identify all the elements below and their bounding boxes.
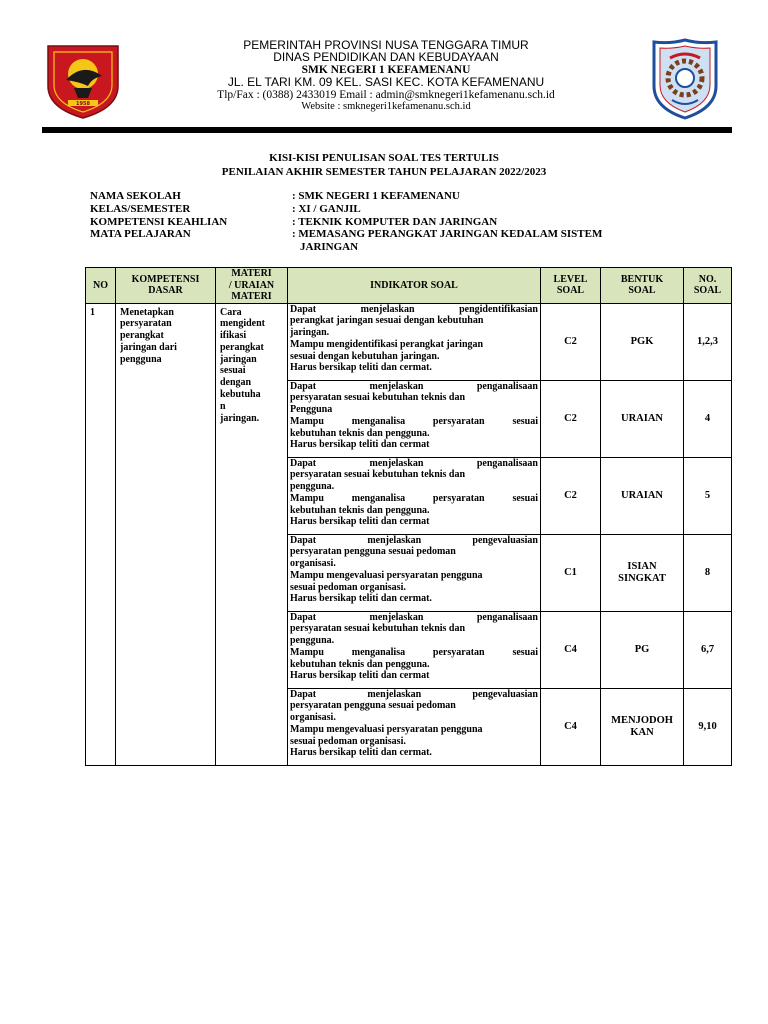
svg-text:1958: 1958 xyxy=(76,101,90,107)
table-header-row xyxy=(86,268,732,304)
info-row-school: NAMA SEKOLAH : SMK NEGERI 1 KEFAMENANU xyxy=(90,190,460,202)
info-row-expertise: KOMPETENSI KEAHLIAN : TEKNIK KOMPUTER DAN JARINGAN xyxy=(90,215,498,228)
indikator-line: organisasi. xyxy=(290,558,336,570)
indikator-line: persyaratan sesuai kebutuhan teknis dan xyxy=(290,469,466,481)
letterhead-address: JL. EL TARI KM. 09 KEL. SASI KEC. KOTA KEFAMENANU xyxy=(227,75,545,90)
indikator-line: perangkat jaringan sesuai dengan kebutuhan xyxy=(290,315,484,327)
indikator-line: Mampu menganalisa persyaratan sesuai xyxy=(290,492,538,504)
header-no-soal: NO. SOAL xyxy=(684,268,732,304)
cell-materi xyxy=(216,303,288,765)
indikator-line: kebutuhan teknis dan pengguna. xyxy=(290,658,430,670)
indikator-line: Mampu menganalisa persyaratan sesuai xyxy=(290,415,538,427)
bentuk-line: KAN xyxy=(630,726,654,738)
indikator-line: Harus bersikap teliti dan cermat. xyxy=(290,593,432,605)
indikator-line: pengguna. xyxy=(290,481,335,493)
kisi-kisi-table xyxy=(85,267,732,766)
materi-line: Cara xyxy=(220,306,242,318)
cell-bentuk xyxy=(601,303,684,380)
letterhead-contact: Tlp/Fax : (0388) 2433019 Email : admin@smknegeri1kefamenanu.sch.id xyxy=(217,88,555,101)
indikator-line: Dapat menjelaskan penganalisaan xyxy=(290,611,538,623)
kompetensi-dasar-line: perangkat xyxy=(120,330,164,342)
indikator-line: persyaratan pengguna sesuai pedoman xyxy=(290,546,456,558)
cell-level: C1 xyxy=(541,534,601,611)
indikator-line: Harus bersikap teliti dan cermat. xyxy=(290,747,432,759)
cell-level: C4 xyxy=(541,611,601,688)
document-title: KISI-KISI PENULISAN SOAL TES TERTULIS PENILAIAN AKHIR SEMESTER TAHUN PELAJARAN 2022/2023 xyxy=(221,152,547,178)
indikator-line: Harus bersikap teliti dan cermat xyxy=(290,670,430,682)
header-kompetensi-dasar: KOMPETENSI DASAR xyxy=(116,268,216,304)
table-body xyxy=(86,303,732,765)
cell-indikator xyxy=(288,380,541,457)
cell-bentuk xyxy=(601,534,684,611)
header-materi: MATERI / URAIAN MATERI xyxy=(216,268,288,304)
kompetensi-dasar-line: persyaratan xyxy=(120,318,172,330)
ntt-province-logo-icon xyxy=(44,40,122,120)
indikator-line: pengguna. xyxy=(290,635,335,647)
indikator-line: sesuai pedoman organisasi. xyxy=(290,581,406,593)
table-row xyxy=(86,303,732,380)
kompetensi-dasar-line: pengguna xyxy=(120,353,162,365)
header-indikator: INDIKATOR SOAL xyxy=(288,268,541,304)
cell-indikator xyxy=(288,303,541,380)
materi-line: jaringan xyxy=(220,353,257,365)
indikator-line: Mampu mengidentifikasi perangkat jaringan xyxy=(290,338,484,350)
materi-line: jaringan. xyxy=(220,412,260,424)
bentuk-line: SINGKAT xyxy=(618,572,666,584)
cell-indikator xyxy=(288,534,541,611)
cell-no: 1 xyxy=(86,303,116,765)
indikator-line: Mampu menganalisa persyaratan sesuai xyxy=(290,646,538,658)
letterhead-website: Website : smknegeri1kefamenanu.sch.id xyxy=(301,101,471,113)
cell-indikator xyxy=(288,457,541,534)
letterhead-line-1: PEMERINTAH PROVINSI NUSA TENGGARA TIMUR xyxy=(243,38,529,52)
identity-block xyxy=(90,190,710,254)
indikator-line: sesuai pedoman organisasi. xyxy=(290,735,406,747)
cell-kompetensi-dasar xyxy=(116,303,216,765)
info-row-class: KELAS/SEMESTER : XI / GANJIL xyxy=(90,202,361,215)
indikator-line: Dapat menjelaskan pengidentifikasian xyxy=(290,303,538,315)
indikator-line: Harus bersikap teliti dan cermat xyxy=(290,439,430,451)
cell-bentuk xyxy=(601,380,684,457)
materi-line: kebutuha xyxy=(220,389,261,401)
cell-no-soal: 5 xyxy=(684,457,732,534)
indikator-line: Mampu mengevaluasi persyaratan pengguna xyxy=(290,723,483,735)
indikator-line: persyaratan sesuai kebutuhan teknis dan xyxy=(290,392,466,404)
cell-bentuk xyxy=(601,611,684,688)
indikator-line: Dapat menjelaskan pengevaluasian xyxy=(290,688,538,700)
cell-no-soal: 6,7 xyxy=(684,611,732,688)
indikator-line: organisasi. xyxy=(290,712,336,724)
cell-indikator xyxy=(288,611,541,688)
indikator-line: Harus bersikap teliti dan cermat xyxy=(290,516,430,528)
info-row-subject: MATA PELAJARAN : MEMASANG PERANGKAT JARINGAN KEDALAM SISTEM JARINGAN xyxy=(90,228,603,254)
indikator-line: Pengguna xyxy=(290,404,333,416)
cell-no-soal: 9,10 xyxy=(684,688,732,765)
cell-level: C4 xyxy=(541,688,601,765)
cell-bentuk xyxy=(601,457,684,534)
materi-line: ifikasi xyxy=(220,330,247,342)
indikator-line: Dapat menjelaskan penganalisaan xyxy=(290,380,538,392)
materi-line: n xyxy=(220,400,226,412)
bentuk-line: URAIAN xyxy=(621,412,663,424)
header-no: NO xyxy=(86,268,116,304)
indikator-line: Harus bersikap teliti dan cermat. xyxy=(290,362,432,374)
kompetensi-dasar-line: jaringan dari xyxy=(120,341,177,353)
materi-line: perangkat xyxy=(220,341,264,353)
indikator-line: sesuai dengan kebutuhan jaringan. xyxy=(290,350,440,362)
materi-line: dengan xyxy=(220,377,252,389)
indikator-line: Dapat menjelaskan penganalisaan xyxy=(290,457,538,469)
indikator-line: kebutuhan teknis dan pengguna. xyxy=(290,427,430,439)
bentuk-line: ISIAN xyxy=(627,560,657,572)
letterhead-divider xyxy=(42,127,732,133)
cell-bentuk xyxy=(601,688,684,765)
bentuk-line: MENJODOH xyxy=(611,714,673,726)
indikator-line: Dapat menjelaskan pengevaluasian xyxy=(290,534,538,546)
bentuk-line: PG xyxy=(634,643,650,655)
kompetensi-dasar-line: Menetapkan xyxy=(120,306,174,318)
school-logo-icon xyxy=(650,38,720,120)
letterhead xyxy=(0,30,768,126)
indikator-line: kebutuhan teknis dan pengguna. xyxy=(290,504,430,516)
materi-line: sesuai xyxy=(220,365,246,377)
indikator-line: persyaratan pengguna sesuai pedoman xyxy=(290,700,456,712)
indikator-line: persyaratan sesuai kebutuhan teknis dan xyxy=(290,623,466,635)
cell-level: C2 xyxy=(541,457,601,534)
cell-no-soal: 4 xyxy=(684,380,732,457)
school-name: SMK NEGERI 1 KEFAMENANU xyxy=(301,63,471,76)
cell-level: C2 xyxy=(541,380,601,457)
cell-no-soal: 1,2,3 xyxy=(684,303,732,380)
header-level: LEVEL SOAL xyxy=(541,268,601,304)
cell-no-soal: 8 xyxy=(684,534,732,611)
bentuk-line: PGK xyxy=(630,335,654,347)
cell-level: C2 xyxy=(541,303,601,380)
bentuk-line: URAIAN xyxy=(621,489,663,501)
header-bentuk: BENTUK SOAL xyxy=(601,268,684,304)
cell-indikator xyxy=(288,688,541,765)
materi-line: mengident xyxy=(220,318,265,330)
letterhead-line-2: DINAS PENDIDIKAN DAN KEBUDAYAAN xyxy=(273,50,499,65)
indikator-line: Mampu mengevaluasi persyaratan pengguna xyxy=(290,569,483,581)
indikator-line: jaringan. xyxy=(290,327,330,339)
